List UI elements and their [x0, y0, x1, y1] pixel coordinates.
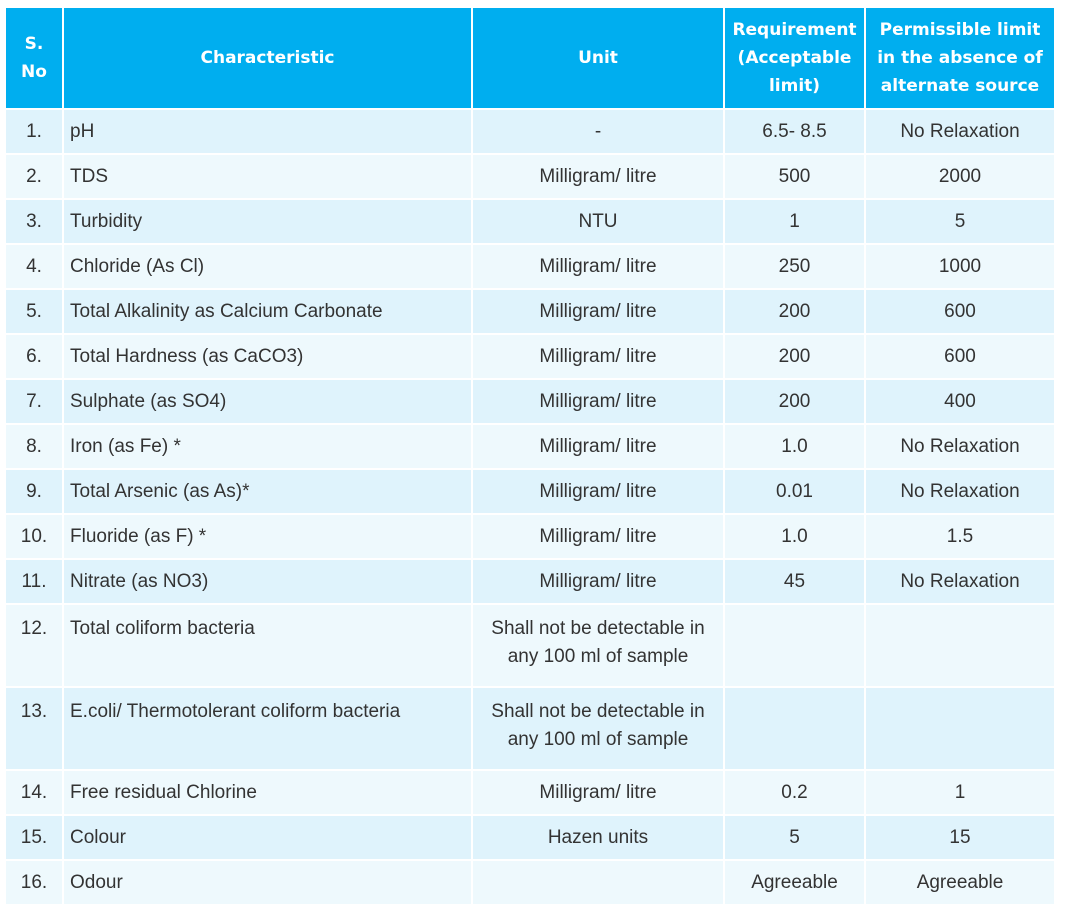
table-row [6, 335, 1054, 378]
cell-characteristic: Iron (as Fe) * [64, 425, 471, 468]
cell-unit: Milligram/ litre [473, 515, 723, 558]
cell-permissible: 400 [866, 380, 1054, 423]
table-row [6, 688, 1054, 769]
cell-characteristic: Free residual Chlorine [64, 771, 471, 814]
cell-permissible: 1.5 [866, 515, 1054, 558]
cell-permissible [866, 688, 1054, 769]
cell-no: 15. [6, 816, 62, 859]
cell-permissible: 1 [866, 771, 1054, 814]
cell-no: 14. [6, 771, 62, 814]
table-row [6, 470, 1054, 513]
cell-requirement: 5 [725, 816, 864, 859]
cell-no: 5. [6, 290, 62, 333]
cell-requirement: 200 [725, 335, 864, 378]
cell-characteristic: Total Hardness (as CaCO3) [64, 335, 471, 378]
cell-permissible: 1000 [866, 245, 1054, 288]
cell-no: 6. [6, 335, 62, 378]
cell-permissible: No Relaxation [866, 110, 1054, 153]
cell-permissible: 15 [866, 816, 1054, 859]
cell-no: 16. [6, 861, 62, 904]
cell-permissible [866, 605, 1054, 686]
cell-no: 7. [6, 380, 62, 423]
cell-unit: Milligram/ litre [473, 245, 723, 288]
cell-characteristic: pH [64, 110, 471, 153]
cell-requirement: 1.0 [725, 515, 864, 558]
cell-requirement: Agreeable [725, 861, 864, 904]
cell-unit: Milligram/ litre [473, 771, 723, 814]
cell-unit: Hazen units [473, 816, 723, 859]
cell-characteristic: Nitrate (as NO3) [64, 560, 471, 603]
table-row [6, 560, 1054, 603]
cell-unit: Milligram/ litre [473, 380, 723, 423]
table-row [6, 110, 1054, 153]
cell-requirement: 6.5- 8.5 [725, 110, 864, 153]
cell-requirement [725, 688, 864, 769]
cell-requirement: 1.0 [725, 425, 864, 468]
cell-requirement: 0.2 [725, 771, 864, 814]
table-row [6, 425, 1054, 468]
table-row [6, 771, 1054, 814]
table-row [6, 290, 1054, 333]
cell-no: 13. [6, 688, 62, 769]
header-row [6, 8, 1054, 108]
cell-permissible: 600 [866, 335, 1054, 378]
cell-unit: NTU [473, 200, 723, 243]
cell-characteristic: Sulphate (as SO4) [64, 380, 471, 423]
cell-requirement: 45 [725, 560, 864, 603]
cell-characteristic: Total Arsenic (as As)* [64, 470, 471, 513]
cell-characteristic: Chloride (As Cl) [64, 245, 471, 288]
cell-unit: Milligram/ litre [473, 470, 723, 513]
cell-no: 4. [6, 245, 62, 288]
cell-permissible: 600 [866, 290, 1054, 333]
header-sno: S. No [6, 8, 62, 108]
cell-no: 11. [6, 560, 62, 603]
cell-permissible: No Relaxation [866, 560, 1054, 603]
cell-no: 2. [6, 155, 62, 198]
water-quality-table [4, 6, 1056, 906]
cell-unit: Milligram/ litre [473, 290, 723, 333]
table-row [6, 816, 1054, 859]
cell-unit: - [473, 110, 723, 153]
cell-permissible: 5 [866, 200, 1054, 243]
cell-characteristic: Total coliform bacteria [64, 605, 471, 686]
table-row [6, 245, 1054, 288]
cell-requirement: 200 [725, 290, 864, 333]
cell-requirement: 250 [725, 245, 864, 288]
header-requirement: Requirement (Acceptable limit) [725, 8, 864, 108]
cell-characteristic: E.coli/ Thermotolerant coliform bacteria [64, 688, 471, 769]
cell-requirement [725, 605, 864, 686]
header-permissible: Permissible limit in the absence of alternate source [866, 8, 1054, 108]
cell-characteristic: Fluoride (as F) * [64, 515, 471, 558]
cell-unit: Milligram/ litre [473, 560, 723, 603]
table-row [6, 861, 1054, 904]
cell-no: 8. [6, 425, 62, 468]
table-row [6, 605, 1054, 686]
cell-no: 1. [6, 110, 62, 153]
cell-permissible: 2000 [866, 155, 1054, 198]
table-row [6, 155, 1054, 198]
cell-characteristic: Turbidity [64, 200, 471, 243]
cell-unit: Shall not be detectable in any 100 ml of sample [473, 688, 723, 769]
cell-no: 3. [6, 200, 62, 243]
cell-no: 10. [6, 515, 62, 558]
header-unit: Unit [473, 8, 723, 108]
cell-characteristic: TDS [64, 155, 471, 198]
cell-no: 9. [6, 470, 62, 513]
cell-requirement: 500 [725, 155, 864, 198]
table-row [6, 200, 1054, 243]
cell-permissible: No Relaxation [866, 470, 1054, 513]
table-row [6, 380, 1054, 423]
cell-unit: Shall not be detectable in any 100 ml of sample [473, 605, 723, 686]
cell-no: 12. [6, 605, 62, 686]
table-row [6, 515, 1054, 558]
cell-unit [473, 861, 723, 904]
cell-unit: Milligram/ litre [473, 335, 723, 378]
cell-unit: Milligram/ litre [473, 155, 723, 198]
cell-permissible: Agreeable [866, 861, 1054, 904]
cell-permissible: No Relaxation [866, 425, 1054, 468]
cell-unit: Milligram/ litre [473, 425, 723, 468]
cell-requirement: 200 [725, 380, 864, 423]
cell-requirement: 1 [725, 200, 864, 243]
header-characteristic: Characteristic [64, 8, 471, 108]
cell-characteristic: Total Alkalinity as Calcium Carbonate [64, 290, 471, 333]
cell-characteristic: Odour [64, 861, 471, 904]
cell-characteristic: Colour [64, 816, 471, 859]
cell-requirement: 0.01 [725, 470, 864, 513]
